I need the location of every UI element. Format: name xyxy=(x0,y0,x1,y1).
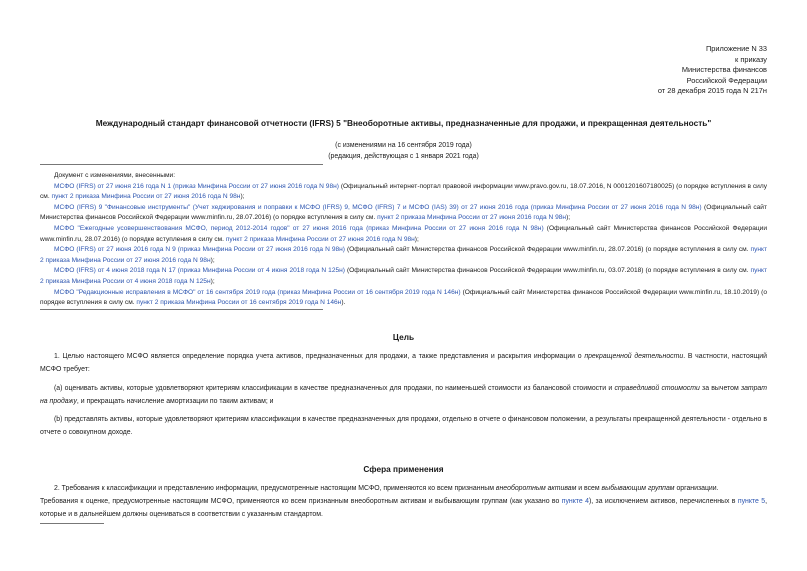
change-order-link[interactable]: пункт 2 приказа Минфина России от 27 июня 2016 года N 98н xyxy=(40,246,767,264)
change-text: (Официальный сайт Министерства финансов Российской Федерации www.minfin.ru, 03.07.2018) (о порядке вступления в силу см. xyxy=(345,267,751,275)
appendix-block xyxy=(658,44,767,97)
edition-note: (редакция, действующая с 1 января 2021 года) xyxy=(328,152,479,160)
change-text: (Официальный сайт Министерства финансов Российской Федерации www.minfin.ru, 28.07.2016) (о порядке вступления в силу см. xyxy=(40,203,767,222)
paragraph-a xyxy=(40,383,767,409)
section-heading-scope: Сфера применения xyxy=(363,464,444,474)
paragraph-text: и всем xyxy=(576,485,602,492)
change-link[interactable]: МСФО (IFRS) от 27 июня 216 года N 1 (приказ Минфина России от 27 июня 2016 года N 98н) xyxy=(54,182,339,190)
change-end: ); xyxy=(414,235,419,243)
appendix-line: Российской Федерации xyxy=(686,75,767,85)
paragraph-text: организации. xyxy=(674,485,719,492)
change-order-link[interactable]: пункт 2 приказа Минфина России от 4 июня 2018 года N 125н xyxy=(40,267,767,285)
term-fair-value[interactable]: справедливой стоимости xyxy=(614,385,700,392)
change-link[interactable]: МСФО (IFRS) 9 "Финансовые инструменты" (Учет хеджирования и поправки к МСФО (IFRS) 9, МСФО (IFRS) 7 и МСФО (IAS) 39) от 27 июня 2016 года (приказ Минфина России от 27 июня 2016 года N 98н) xyxy=(54,203,702,211)
change-item xyxy=(40,266,767,287)
paragraph-text: за вычетом xyxy=(699,385,741,392)
paragraph-text: , и прекращать начисление амортизации по таким активам; и xyxy=(76,397,274,405)
term-disposal-groups[interactable]: выбывающим группам xyxy=(601,485,675,492)
change-text: (Официальный сайт Министерства финансов Российской Федерации www.minfin.ru, 18.10.2019) (о порядке вступления в силу см. xyxy=(40,288,767,307)
changes-list xyxy=(40,171,767,309)
amendment-note: (с изменениями на 16 сентября 2019 года) xyxy=(335,142,472,149)
paragraph-text: (b) представлять активы, которые удовлетворяют критериям классификации в качестве предназначенных для продажи, отдельно в отчете о финансовом положении, а результаты прекращенной деятельности - отдельно в отчете о совокупном доходе. xyxy=(40,416,767,436)
changes-header: Документ с изменениями, внесенными: xyxy=(54,172,176,179)
appendix-line: от 28 декабря 2015 года N 217н xyxy=(657,86,767,96)
change-end: ). xyxy=(341,299,346,307)
paragraph-text: 2. Требования к классификации и представлению информации, предусмотренные настоящим МСФО, применяются ко всем признанным xyxy=(54,485,496,492)
change-order-link[interactable]: пункт 2 приказа Минфина России от 16 сентября 2019 года N 146н xyxy=(136,299,342,307)
footnote-divider xyxy=(40,523,104,524)
appendix-line: Министерства финансов xyxy=(681,65,767,75)
change-item xyxy=(40,245,767,266)
divider-bottom xyxy=(40,309,323,310)
change-text: (Официальный сайт Министерства финансов Российской Федерации www.minfin.ru, 28.07.2016) (о порядке вступления в силу см. xyxy=(345,246,751,254)
change-order-link[interactable]: пункт 2 приказа Минфина России от 27 июня 2016 года N 98н xyxy=(225,235,415,243)
change-order-link[interactable]: пункт 2 приказа Минфина России от 27 июня 2016 года N 98н xyxy=(51,193,241,201)
paragraph-3 xyxy=(40,496,767,522)
change-item xyxy=(40,224,767,245)
change-link[interactable]: МСФО (IFRS) от 27 июня 2016 года N 9 (приказ Минфина России от 27 июня 2016 года N 98н) xyxy=(54,246,345,254)
change-link[interactable]: МСФО (IFRS) от 4 июня 2018 года N 17 (приказ Минфина России от 4 июня 2018 года N 125н) xyxy=(54,267,345,275)
paragraph-b xyxy=(40,414,767,440)
paragraph-text: . В частности, настоящий МСФО требует: xyxy=(40,353,767,373)
change-end: ); xyxy=(210,256,215,264)
term-non-current-assets[interactable]: внеоборотным активам xyxy=(495,485,577,492)
term-costs-to-sell[interactable]: затрат на продажу xyxy=(40,385,767,405)
paragraph-text: (a) оценивать активы, которые удовлетворяют критериям классификации в качестве предназначенных для продажи, по наименьшей стоимости из балансовой стоимости и xyxy=(54,385,615,392)
change-item xyxy=(40,182,767,203)
document-title: Международный стандарт финансовой отчетности (IFRS) 5 "Внеоборотные активы, предназначенные для продажи, и прекращенная деятельность" xyxy=(95,118,712,128)
paragraph-text: , которые и в дальнейшем должны оцениваться в соответствии с указанным стандартом. xyxy=(40,498,767,518)
paragraph-2 xyxy=(40,483,767,496)
change-text: (Официальный сайт Министерства финансов Российской Федерации www.minfin.ru, 28.07.2016) (о порядке вступления в силу см. xyxy=(40,224,767,243)
paragraph-text: ), за исключением активов, перечисленных в xyxy=(588,498,738,505)
section-heading-goal: Цель xyxy=(392,332,415,342)
change-end: ); xyxy=(210,277,215,285)
paragraph-5-link[interactable]: пункте 5 xyxy=(737,498,766,505)
change-text: (Официальный интернет-портал правовой информации www.pravo.gov.ru, 18.07.2016, N 0001201607180025) (о порядке вступления в силу см. xyxy=(40,182,768,201)
change-item xyxy=(40,288,767,309)
appendix-line: Приложение N 33 xyxy=(705,44,767,53)
change-order-link[interactable]: пункт 2 приказа Минфина России от 27 июня 2016 года N 98н xyxy=(377,214,567,222)
change-end: ); xyxy=(566,214,571,222)
change-link[interactable]: МСФО "Редакционные исправления в МСФО" от 16 сентября 2019 года (приказ Минфина России от 16 сентября 2019 года N 146н) xyxy=(54,288,461,296)
change-link[interactable]: МСФО "Ежегодные усовершенствования МСФО, период 2012-2014 годов" от 27 июня 2016 года (приказ Минфина России от 27 июня 2016 года N 98н) xyxy=(54,224,544,232)
term-discontinued-operation[interactable]: прекращенной деятельности xyxy=(584,353,684,360)
paragraph-text: 1. Целью настоящего МСФО является определение порядка учета активов, предназначенных для продажи, а также представления и раскрытия информации о xyxy=(54,353,585,360)
appendix-line: к приказу xyxy=(735,54,767,64)
paragraph-1 xyxy=(40,351,767,377)
paragraph-text: Требования к оценке, предусмотренные настоящим МСФО, применяются ко всем признанным внеоборотным активам и выбывающим группам (как указано во xyxy=(40,498,562,505)
change-item xyxy=(40,203,767,224)
paragraph-4-link[interactable]: пункте 4 xyxy=(561,498,589,505)
change-end: ); xyxy=(240,193,245,201)
document-subtitle xyxy=(40,141,767,162)
divider-top xyxy=(40,164,323,165)
